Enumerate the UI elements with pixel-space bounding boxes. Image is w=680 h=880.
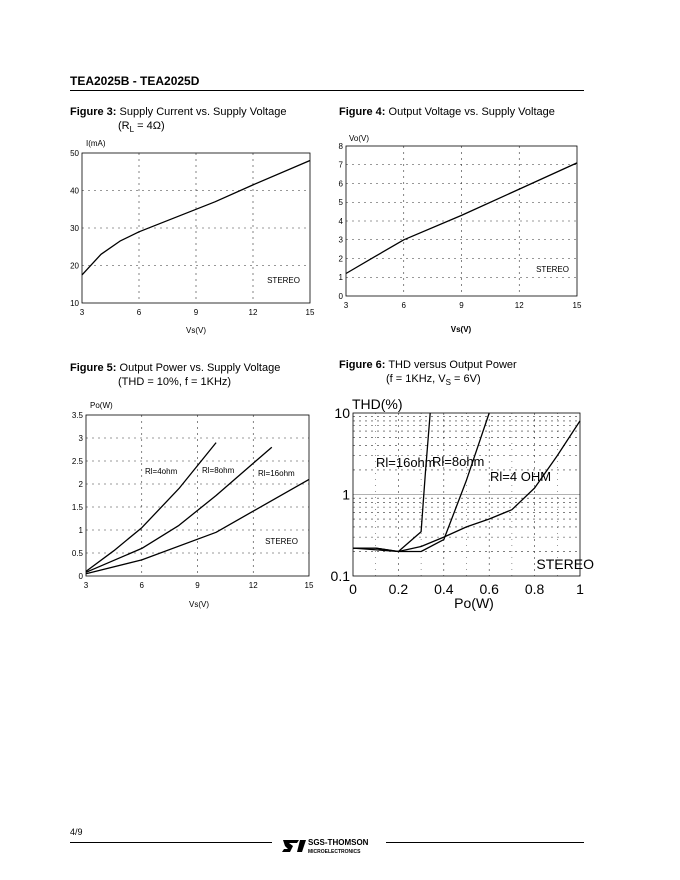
y-tick-label: 1.5	[71, 502, 83, 512]
x-tick-label: 3	[79, 308, 85, 317]
figure-6-sub-subscript: S	[445, 378, 451, 388]
st-logo-icon	[282, 840, 306, 852]
x-tick-label: 6	[401, 301, 406, 310]
y-tick-label: 30	[70, 223, 79, 233]
x-axis-label: Po(W)	[454, 595, 494, 611]
chart-6-group	[331, 396, 595, 611]
y-tick-label: 0	[338, 291, 343, 301]
series-label: Rl=16ohm	[376, 455, 436, 470]
x-axis-label: Vs(V)	[189, 600, 209, 609]
series-label: Rl=16ohm	[258, 469, 295, 478]
stereo-annotation: STEREO	[536, 556, 594, 572]
stereo-annotation: STEREO	[536, 265, 569, 274]
figure-4-title: Output Voltage vs. Supply Voltage	[388, 106, 555, 118]
x-tick-label: 3	[343, 301, 349, 310]
x-tick-label: 6	[136, 308, 142, 317]
figure-3-title: Supply Current vs. Supply Voltage	[119, 106, 287, 118]
y-tick-label: 3	[78, 433, 83, 443]
series-label: Rl=8ohm	[432, 454, 485, 469]
figure-3-label: Figure 3:	[70, 106, 117, 118]
x-tick-label: 0.6	[479, 581, 499, 597]
x-axis-label: Vs(V)	[186, 326, 206, 335]
figure-6-label: Figure 6:	[339, 359, 386, 371]
x-tick-label: 15	[305, 308, 315, 317]
y-tick-label: 7	[338, 160, 343, 170]
y-tick-label: 3	[338, 235, 343, 245]
x-tick-label: 1	[576, 581, 584, 597]
y-tick-label: 5	[338, 198, 343, 208]
y-tick-label: 0.1	[330, 567, 350, 584]
page-number: 4/9	[70, 827, 83, 837]
x-tick-label: 9	[195, 581, 200, 590]
x-tick-label: 3	[83, 581, 89, 590]
series-line	[353, 421, 580, 552]
y-tick-label: 40	[70, 186, 79, 196]
figure-5-label: Figure 5:	[70, 362, 117, 374]
y-tick-label: 4	[338, 216, 343, 226]
y-axis-label: THD(%)	[352, 396, 403, 412]
y-tick-label: 3.5	[71, 410, 83, 420]
y-tick-label: 2	[338, 254, 343, 264]
y-tick-label: 1	[338, 273, 343, 283]
stereo-annotation: STEREO	[265, 537, 298, 546]
series-label: Rl=4 OHM	[490, 469, 552, 484]
figure-3-sub-open: (R	[118, 120, 130, 132]
y-tick-label: 2	[78, 479, 83, 489]
x-tick-label: 9	[459, 301, 464, 310]
y-tick-label: 1	[342, 486, 350, 503]
y-tick-label: 2.5	[71, 456, 83, 466]
footer-rule-left	[70, 842, 272, 843]
footer-rule-right	[386, 842, 584, 843]
x-tick-label: 9	[193, 308, 199, 317]
x-tick-label: 12	[248, 308, 258, 317]
brand-subtitle: MICROELECTRONICS	[308, 849, 361, 855]
y-tick-label: 10	[70, 298, 79, 308]
x-tick-label: 0.4	[434, 581, 454, 597]
st-logo	[281, 834, 381, 856]
x-tick-label: 15	[572, 301, 582, 310]
figure-3-sub-subscript: L	[129, 125, 135, 135]
series-line	[353, 413, 430, 552]
y-tick-label: 8	[338, 141, 343, 151]
y-tick-label: 1	[78, 525, 83, 535]
y-tick-label: 0	[78, 571, 83, 581]
figure-6-sub-open: (f = 1KHz, V	[386, 373, 446, 385]
y-tick-label: 10	[334, 404, 350, 421]
x-tick-label: 0	[349, 581, 357, 597]
series-label: Rl=4ohm	[145, 467, 178, 476]
x-tick-label: 12	[248, 581, 258, 590]
figure-5-subcaption: (THD = 10%, f = 1KHz)	[118, 376, 232, 388]
y-axis-label: Po(W)	[90, 401, 113, 410]
stereo-annotation: STEREO	[267, 276, 300, 285]
y-tick-label: 0.5	[71, 548, 83, 558]
document-header-title: TEA2025B - TEA2025D	[70, 74, 200, 88]
figure-6-sub-rest: = 6V)	[450, 373, 481, 385]
x-tick-label: 6	[139, 581, 144, 590]
y-tick-label: 50	[70, 148, 79, 158]
brand-name: SGS-THOMSON	[308, 838, 369, 847]
figure-5-title: Output Power vs. Supply Voltage	[119, 362, 281, 374]
x-tick-label: 15	[304, 581, 314, 590]
y-axis-label: Vo(V)	[349, 134, 370, 143]
x-axis-label: Vs(V)	[450, 325, 472, 334]
series-label: Rl=8ohm	[202, 466, 235, 475]
y-tick-label: 20	[70, 261, 79, 271]
y-axis-label: I(mA)	[86, 139, 106, 148]
y-tick-label: 6	[338, 179, 343, 189]
figure-3-sub-rest: = 4Ω)	[134, 120, 165, 132]
x-tick-label: 12	[514, 301, 524, 310]
x-tick-label: 0.8	[524, 581, 545, 597]
figure-6-title: THD versus Output Power	[388, 359, 517, 371]
figure-4-label: Figure 4:	[339, 106, 386, 118]
x-tick-label: 0.2	[388, 581, 409, 597]
